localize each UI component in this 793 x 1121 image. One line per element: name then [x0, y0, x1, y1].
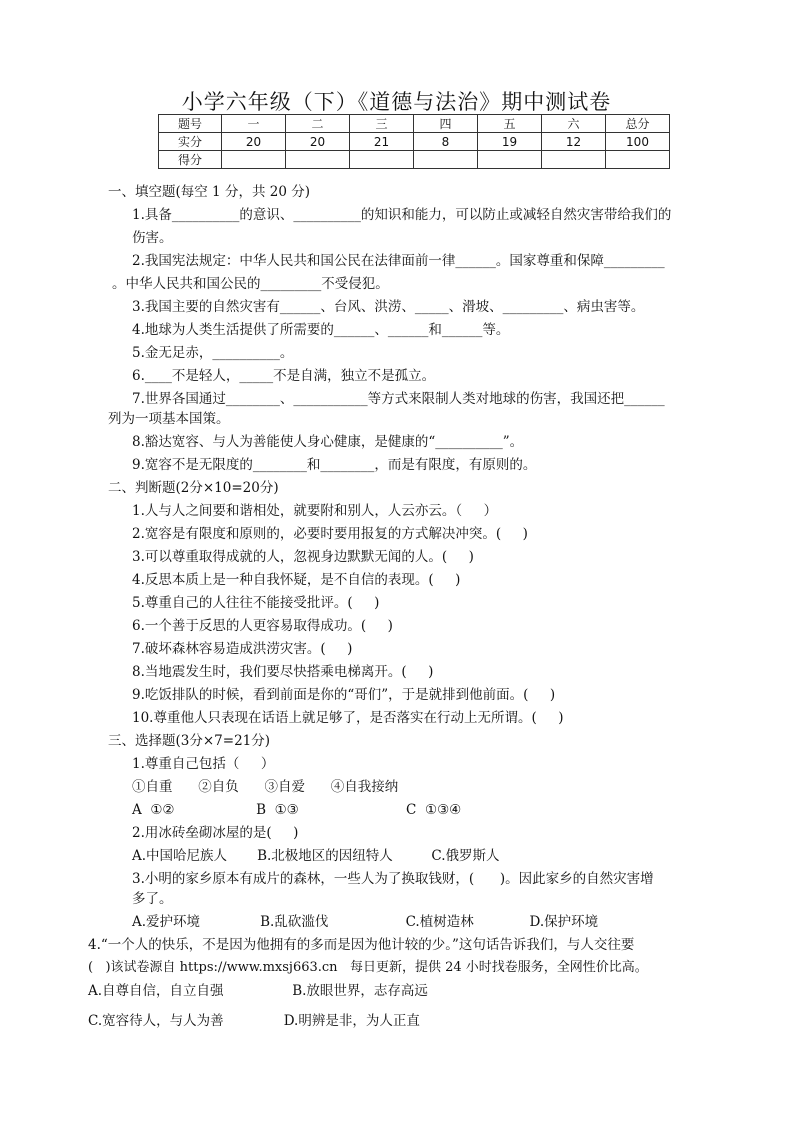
question-line: 10.尊重他人只表现在话语上就足够了，是否落实在行动上无所谓。( ): [132, 710, 564, 726]
option-line: A.中国哈尼族人 B.北极地区的因纽特人 C.俄罗斯人: [132, 848, 500, 864]
option-line: C.宽容待人，与人为善 D.明辨是非，为人正直: [88, 1013, 420, 1029]
question-line: 。中华人民共和国公民的_________不受侵犯。: [112, 276, 389, 292]
question-line: 5.金无足赤，__________。: [132, 345, 294, 361]
table-row: [159, 151, 670, 169]
table-cell: 五: [478, 115, 542, 133]
question-line: 列为一项基本国策。: [108, 411, 230, 427]
question-line: 多了。: [132, 891, 173, 907]
question-line: 3.小明的家乡原本有成片的森林，一些人为了换取钱财，( )。因此家乡的自然灾害增: [132, 871, 654, 887]
table-cell: 8: [414, 133, 478, 151]
table-cell: 得分: [159, 151, 222, 169]
table-cell: 20: [222, 133, 286, 151]
question-line: 1.人与人之间要和谐相处，就要附和别人，人云亦云。（ ）: [132, 503, 498, 519]
table-cell: 三: [350, 115, 414, 133]
table-cell: 一: [222, 115, 286, 133]
question-line: 9.宽容不是无限度的________和________，而是有限度，有原则的。: [132, 457, 537, 473]
question-line: 伤害。: [132, 230, 173, 246]
table-cell: 总分: [606, 115, 670, 133]
question-line: 1.具备__________的意识、__________的知识和能力，可以防止或减轻自然灾害带给我们的: [132, 207, 672, 223]
option-line: A.自尊自信，自立自强 B.放眼世界，志存高远: [88, 983, 428, 999]
question-line: 1.尊重自己包括（ ）: [132, 756, 275, 772]
source-notice: ( )该试卷源自 https://www.mxsj663.cn 每日更新，提供 24 小时找卷服务，全网性价比高。: [88, 960, 648, 975]
score-input-cell: [222, 151, 286, 169]
table-row: [159, 133, 670, 151]
question-line: 7.破坏森林容易造成洪涝灾害。( ): [132, 641, 353, 657]
option-line: A ①② B ①③ C ①③④: [132, 802, 462, 818]
question-line: 3.可以尊重取得成就的人，忽视身边默默无闻的人。( ): [132, 549, 474, 565]
question-line: 6.一个善于反思的人更容易取得成功。( ): [132, 618, 393, 634]
table-cell: 六: [542, 115, 606, 133]
table-cell: 二: [286, 115, 350, 133]
table-cell: 100: [606, 133, 670, 151]
score-input-cell: [478, 151, 542, 169]
option-line: ①自重 ②自负 ③自爱 ④自我接纳: [132, 779, 399, 795]
score-input-cell: [606, 151, 670, 169]
table-cell: 20: [286, 133, 350, 151]
question-line: 2.用冰砖垒砌冰屋的是( ): [132, 825, 299, 841]
question-line: 2.宽容是有限度和原则的，必要时要用报复的方式解决冲突。( ): [132, 526, 528, 542]
score-input-cell: [542, 151, 606, 169]
table-row: [159, 115, 670, 133]
section-heading: 一、填空题(每空 1 分，共 20 分): [108, 184, 310, 200]
question-line: 7.世界各国通过________、___________等方式来限制人类对地球的伤害，我国还把______: [132, 391, 665, 407]
question-line: 3.我国主要的自然灾害有______、台风、洪涝、_____、滑坡、_________、病虫害等。: [132, 299, 645, 315]
question-line: 8.当地震发生时，我们要尽快搭乘电梯离开。( ): [132, 664, 434, 680]
score-input-cell: [286, 151, 350, 169]
table-cell: 题号: [159, 115, 222, 133]
question-line: 9.吃饭排队的时候，看到前面是你的“哥们”，于是就排到他前面。( ): [132, 687, 556, 703]
score-input-cell: [414, 151, 478, 169]
score-input-cell: [350, 151, 414, 169]
section-heading: 二、判断题(2分×10=20分): [108, 480, 279, 496]
question-line: 6.____不是轻人，_____不是自满，独立不是孤立。: [132, 368, 436, 384]
question-line: 4.反思本质上是一种自我怀疑，是不自信的表现。( ): [132, 572, 461, 588]
table-cell: 实分: [159, 133, 222, 151]
question-line: 4.地球为人类生活提供了所需要的______、______和______等。: [132, 322, 510, 338]
section-heading: 三、选择题(3分×7=21分): [108, 733, 271, 749]
question-line: 4.“一个人的快乐，不是因为他拥有的多而是因为他计较的少。”这句话告诉我们，与人交往要: [88, 937, 635, 953]
option-line: A.爱护环境 B.乱砍滥伐 C.植树造林 D.保护环境: [132, 914, 599, 930]
page-title: 小学六年级（下）《道德与法治》期中测试卷: [181, 90, 612, 114]
score-table: [158, 114, 670, 169]
question-line: 5.尊重自己的人往往不能接受批评。( ): [132, 595, 380, 611]
table-cell: 12: [542, 133, 606, 151]
question-line: 2.我国宪法规定：中华人民共和国公民在法律面前一律______。国家尊重和保障_________: [132, 253, 665, 269]
table-cell: 四: [414, 115, 478, 133]
question-line: 8.豁达宽容、与人为善能使人身心健康，是健康的“__________”。: [132, 434, 524, 450]
table-cell: 21: [350, 133, 414, 151]
table-cell: 19: [478, 133, 542, 151]
